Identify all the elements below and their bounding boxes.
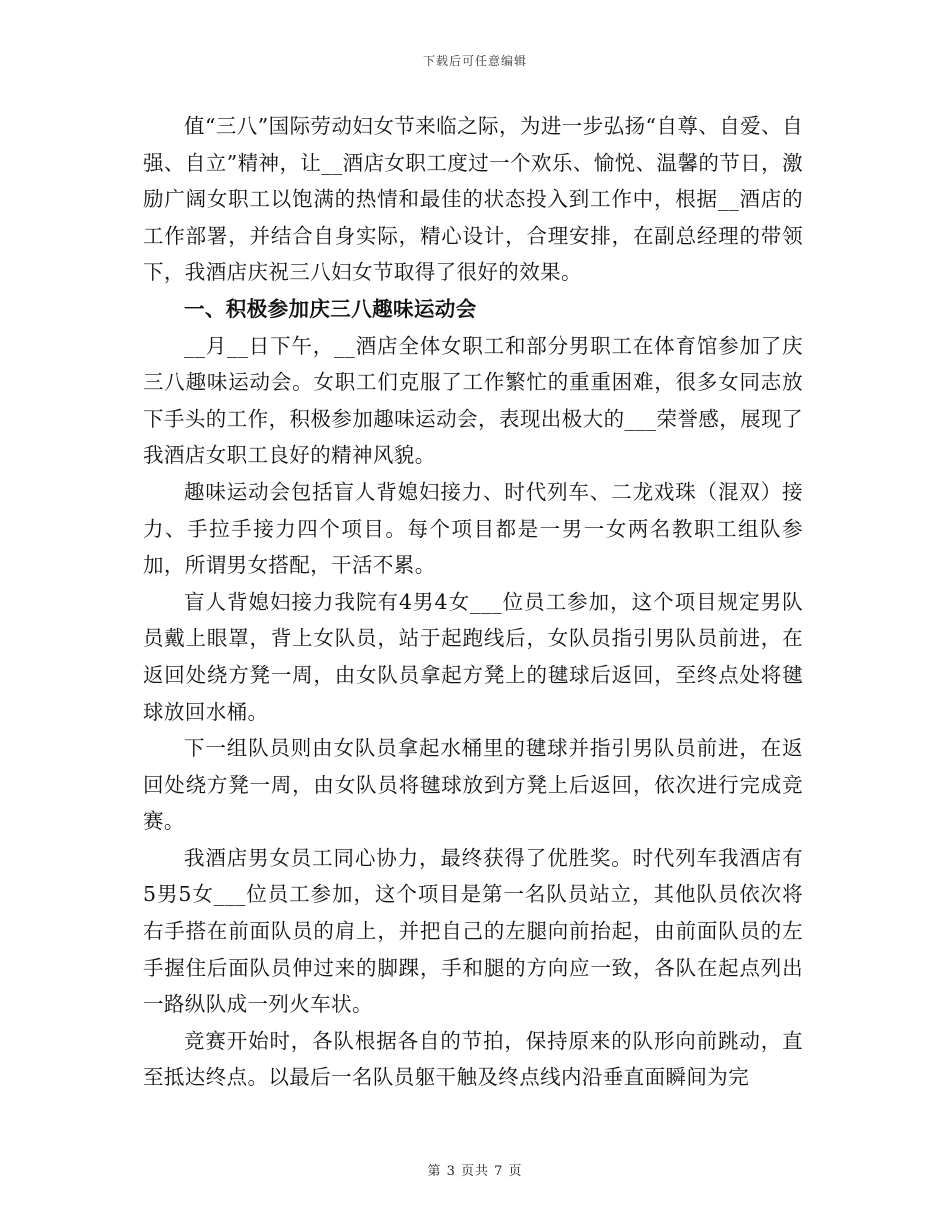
body-paragraph: __月__日下午，__酒店全体女职工和部分男职工在体育馆参加了庆三八趣味运动会。女职工们克服了工作繁忙的重重困难，很多女同志放下手头的工作，积极参加趣味运动会，表现出极大的___荣誉感，展现了我酒店女职工良好的精神风貌。 xyxy=(143,333,803,468)
body-paragraph: 趣味运动会包括盲人背媳妇接力、时代列车、二龙戏珠（混双）接力、手拉手接力四个项目。每个项目都是一男一女两名教职工组队参加，所谓男女搭配，干活不累。 xyxy=(143,479,803,578)
body-paragraph: 下一组队员则由女队员拿起水桶里的毽球并指引男队员前进，在返回处绕方凳一周，由女队员将毽球放到方凳上后返回，依次进行完成竞赛。 xyxy=(143,736,803,834)
page-header-note: 下载后可任意编辑 xyxy=(422,54,527,68)
body-paragraph: 竞赛开始时，各队根据各自的节拍，保持原来的队形向前跳动，直至抵达终点。以最后一名队员躯干触及终点线内沿垂直面瞬间为完 xyxy=(143,1028,803,1090)
section-heading: 一、积极参加庆三八趣味运动会 xyxy=(184,296,477,321)
body-paragraph: 盲人背媳妇接力我院有4男4女___位员工参加，这个项目规定男队员戴上眼罩，背上女队员，站于起跑线后，女队员指引男队员前进，在返回处绕方凳一周，由女队员拿起方凳上的毽球后返回，至终点处将毽球放回水桶。 xyxy=(143,589,803,724)
body-paragraph: 我酒店男女员工同心协力，最终获得了优胜奖。时代列车我酒店有5男5女___位员工参加，这个项目是第一名队员站立，其他队员依次将右手搭在前面队员的肩上，并把自己的左腿向前抬起，由前面队员的左手握住后面队员伸过来的脚踝，手和腿的方向应一致，各队在起点列出一路纵队成一列火车状。 xyxy=(143,845,803,1017)
page-footer-number: 第 3 页共 7 页 xyxy=(427,1164,523,1179)
document-body xyxy=(143,108,803,1096)
intro-paragraph: 值“三八”国际劳动妇女节来临之际，为进一步弘扬“自尊、自爱、自强、自立”精神，让__酒店女职工度过一个欢乐、愉悦、温馨的节日，激励广阔女职工以饱满的热情和最佳的状态投入到工作中，根据__酒店的工作部署，并结合自身实际，精心设计，合理安排，在副总经理的带领下，我酒店庆祝三八妇女节取得了很好的效果。 xyxy=(143,114,803,285)
